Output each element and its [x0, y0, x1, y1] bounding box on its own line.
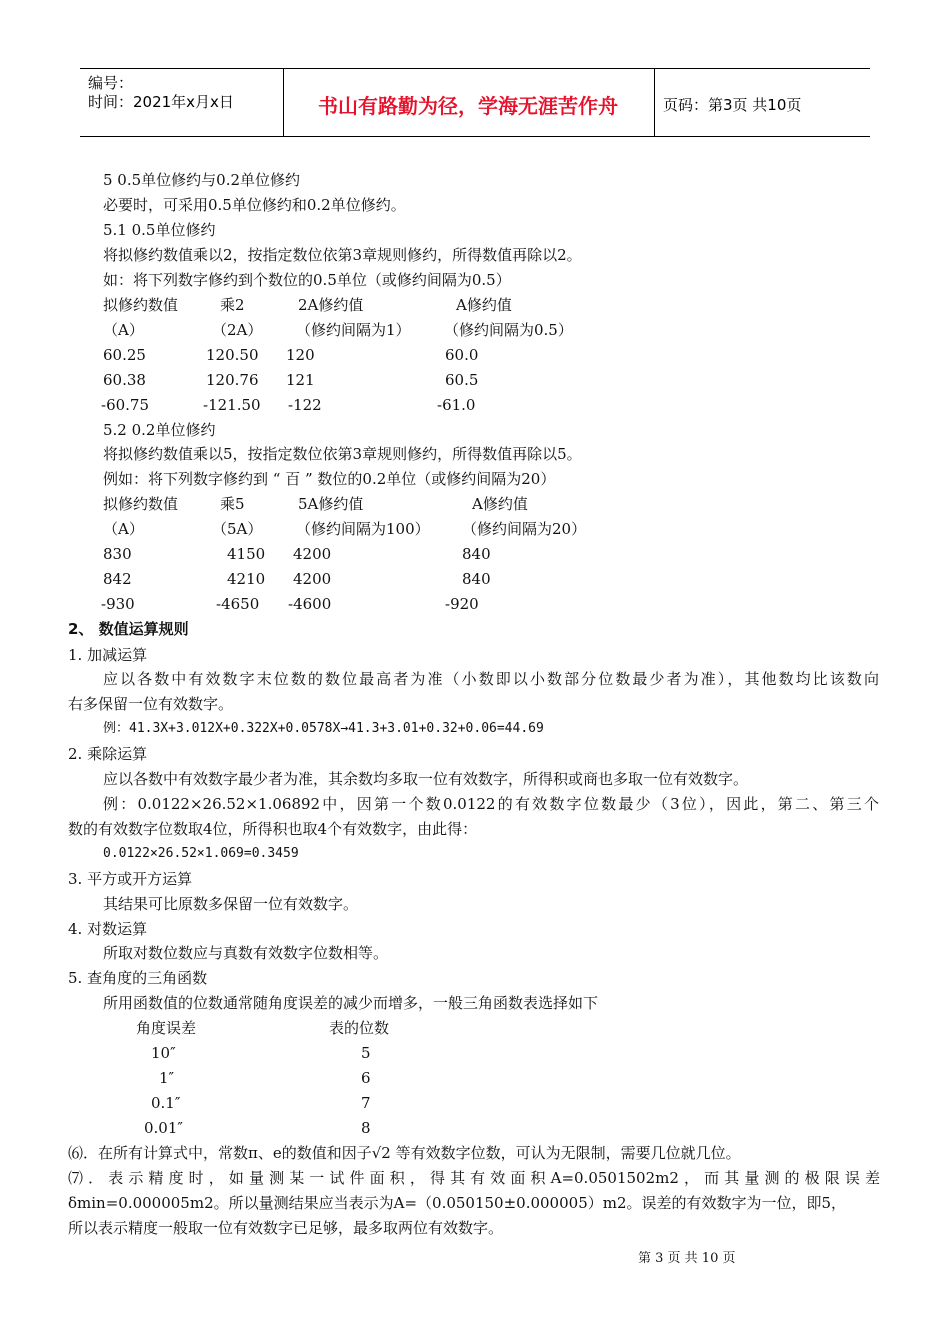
table-cell: 5	[361, 1044, 371, 1062]
mul-example-2: 数的有效数字位数取4位，所得积也取4个有效数字，由此得：	[68, 820, 478, 838]
table-cell: 120	[286, 346, 315, 364]
table-cell: 60.25	[103, 346, 146, 364]
table-cell: 842	[103, 570, 132, 588]
log-paragraph: 所取对数位数应与真数有效数字位数相等。	[103, 944, 389, 962]
th: （修约间隔为1）	[296, 321, 411, 339]
mul-result: 0.0122×26.52×1.069=0.3459	[103, 846, 299, 861]
section-5-heading: 5 0.5单位修约与0.2单位修约	[103, 171, 301, 189]
add-paragraph-1: 应以各数中有效数字末位数的数位最高者为准（小数即以小数部分位数最少者为准），其他数均比该数向	[103, 670, 879, 688]
section-5-2-example: 例如：将下列数字修约到 “ 百 ” 数位的0.2单位（或修约间隔为20）	[103, 470, 556, 488]
table-cell: 4210	[227, 570, 266, 588]
table-cell: -920	[445, 595, 479, 613]
table-cell: 7	[361, 1094, 371, 1112]
mul-example-1: 例：0.0122×26.52×1.06892中，因第一个数0.0122的有效数字位数最少（3位），因此，第二、第三个	[103, 795, 879, 813]
th: （修约间隔为20）	[462, 520, 587, 538]
section-5-1-rule: 将拟修约数值乘以2，按指定数位依第3章规则修约，所得数值再除以2。	[103, 246, 582, 264]
th: （5A）	[212, 520, 263, 538]
th: （2A）	[212, 321, 263, 339]
table-cell: 830	[103, 545, 132, 563]
log-heading: 4. 对数运算	[68, 920, 148, 938]
table-cell: 8	[361, 1119, 371, 1137]
table-cell: -122	[288, 396, 322, 414]
mul-paragraph: 应以各数中有效数字最少者为准，其余数均多取一位有效数字，所得积或商也多取一位有效数字。	[103, 770, 749, 788]
th: 5A修约值	[298, 495, 364, 513]
note-6: ⑹．在所有计算式中，常数π、e的数值和因子√2 等有效数字位数，可认为无限制，需要几位就几位。	[68, 1144, 741, 1162]
th: 乘2	[220, 296, 245, 314]
th: 2A修约值	[298, 296, 364, 314]
header-motto: 书山有路勤为径，学海无涯苦作舟	[318, 94, 618, 118]
table-cell: -60.75	[101, 396, 150, 414]
table-cell: 60.5	[445, 371, 479, 389]
table-cell: 60.38	[103, 371, 146, 389]
header-number: 编号：	[88, 74, 134, 92]
section-2-heading: 2、 数值运算规则	[68, 620, 189, 638]
trig-heading: 5. 查角度的三角函数	[68, 969, 208, 987]
section-5-1-example: 如：将下列数字修约到个数位的0.5单位（或修约间隔为0.5）	[103, 271, 511, 289]
pow-paragraph: 其结果可比原数多保留一位有效数字。	[103, 895, 359, 913]
table-cell: 121	[286, 371, 315, 389]
header-top-rule	[80, 68, 870, 69]
table-cell: 840	[462, 545, 491, 563]
table-cell: 60.0	[445, 346, 479, 364]
header-bottom-rule	[80, 136, 870, 137]
trig-col-digits: 表的位数	[329, 1019, 390, 1037]
table-cell: 10″	[151, 1044, 176, 1062]
table-5-1-header	[103, 295, 178, 315]
th: A修约值	[456, 296, 512, 314]
section-5-2-rule: 将拟修约数值乘以5，按指定数位依第3章规则修约，所得数值再除以5。	[103, 445, 582, 463]
th: 乘5	[220, 495, 245, 513]
section-5-1-heading: 5.1 0.5单位修约	[103, 221, 216, 239]
mul-heading: 2. 乘除运算	[68, 745, 148, 763]
table-cell: -4650	[216, 595, 260, 613]
note-7-line-3: 所以表示精度一般取一位有效数字已足够，最多取两位有效数字。	[68, 1219, 504, 1237]
th: A修约值	[472, 495, 528, 513]
table-cell: 4200	[293, 570, 332, 588]
th: （A）	[103, 520, 144, 538]
table-cell: 4150	[227, 545, 266, 563]
table-cell: 6	[361, 1069, 371, 1087]
header-page: 页码：第3页 共10页	[663, 96, 802, 114]
pow-heading: 3. 平方或开方运算	[68, 870, 193, 888]
table-cell: -61.0	[437, 396, 476, 414]
section-5-2-heading: 5.2 0.2单位修约	[103, 421, 216, 439]
table-cell: -930	[101, 595, 135, 613]
th: 拟修约数值	[103, 296, 179, 314]
table-cell: 120.76	[206, 371, 259, 389]
add-example: 例：41.3X+3.012X+0.322X+0.0578X→41.3+3.01+0.32+0.06=44.69	[103, 721, 544, 736]
table-cell: 0.1″	[151, 1094, 181, 1112]
header-date: 时间：2021年x月x日	[88, 93, 234, 111]
table-cell: 120.50	[206, 346, 259, 364]
th: （修约间隔为0.5）	[444, 321, 573, 339]
header-divider-right	[654, 68, 655, 136]
page-footer: 第 3 页 共 10 页	[638, 1251, 736, 1266]
note-7-line-1: ⑺．表示精度时，如量测某一试件面积，得其有效面积A=0.0501502m2，而其量测的极限误差	[68, 1169, 880, 1187]
note-7-line-2: δmin=0.000005m2。所以量测结果应当表示为A=（0.050150±0.000005）m2。误差的有效数字为一位，即5，	[68, 1194, 847, 1212]
table-cell: 1″	[159, 1069, 175, 1087]
table-cell: -121.50	[203, 396, 261, 414]
trig-paragraph: 所用函数值的位数通常随角度误差的减少而增多，一般三角函数表选择如下	[103, 994, 599, 1012]
add-paragraph-2: 右多保留一位有效数字。	[68, 695, 234, 713]
trig-col-angle-error: 角度误差	[136, 1019, 197, 1037]
th: （A）	[103, 321, 144, 339]
th: （修约间隔为100）	[296, 520, 430, 538]
table-cell: 0.01″	[144, 1119, 184, 1137]
add-heading: 1. 加减运算	[68, 646, 148, 664]
table-cell: 4200	[293, 545, 332, 563]
section-5-intro: 必要时，可采用0.5单位修约和0.2单位修约。	[103, 196, 406, 214]
table-cell: 840	[462, 570, 491, 588]
table-cell: -4600	[288, 595, 332, 613]
th: 拟修约数值	[103, 495, 179, 513]
